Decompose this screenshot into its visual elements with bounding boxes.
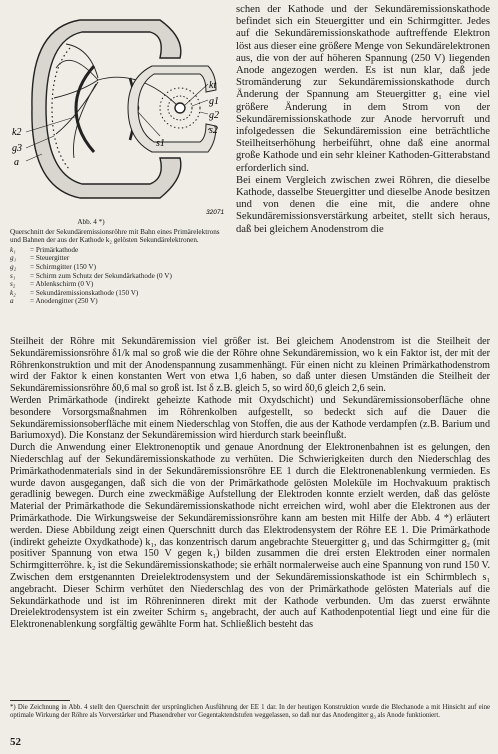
legend-symbol: s₂: [10, 280, 16, 289]
figure-code: 32071: [206, 209, 225, 216]
figure-cross-section: [10, 8, 232, 218]
screen-s2-shape: [128, 66, 216, 152]
tube-cross-section-diagram: [10, 8, 232, 218]
page-number: 52: [10, 736, 21, 748]
label-kt: kt: [209, 80, 217, 91]
legend-text: = Schirm zum Schutz der Sekundärkathode (0 V): [30, 271, 172, 280]
label-g2: g2: [209, 110, 219, 121]
legend-row: [10, 272, 232, 281]
label-s1: s1: [156, 138, 165, 149]
legend-text: = Anodengitter (250 V): [30, 297, 98, 306]
caption-title: Abb. 4 *): [77, 218, 105, 226]
legend-symbol: g₁: [10, 254, 17, 263]
legend-symbol: s₁: [10, 271, 16, 280]
legend-row: [10, 263, 232, 272]
primary-cathode-k1-shape: [175, 103, 185, 113]
caption-legend: [10, 246, 232, 306]
caption-text: Querschnitt der Sekundäremissionsröhre mit Bahn eines Primärelektrons und Bahnen der aus der Kathode k₂ gelösten Sekundärelektronen.: [10, 227, 220, 245]
paragraph: Durch die Anwendung einer Elektronenoptik und genaue Anordnung der Elektronenbahnen ist es gelungen, den Niederschlag auf der Sekundäremissionskathode zu verhüten. Die Schwierigkeiten durch den Niederschlag des Primärkathodenmaterials sind in der Sekundäremissionsröhre EE 1 durch die Elektronenablenkung vermieden. Es wurde davon ausgegangen, daß sich die von der Primärkathode gelösten Moleküle im Hochvakuum praktisch geradlinig bewegen. Durch eine zweckmäßige Aufstellung der Elektroden konnte erzielt werden, daß das gelöste Material der Primärkathode die Sekundäremissionskathode nicht erreichen wird, wohl aber die Elektronen aus der Primärkathode. Die Wirkungsweise der Sekundäremissionsröhre kann am besten mit Hilfe der Abb. 4 *) erläutert werden. Diese Abbildung zeigt einen Querschnitt durch das Elektrodensystem der Röhre EE 1. Die Primärkathode (indirekt geheizte Oxydkathode) k₁, das konzentrisch darum angebrachte Steuergitter g₁ und das Schirmgitter g₂ (mit positiver Spannung von etwa 150 V gegen k₁) bilden zusammen die drei ersten Elektroden einer normalen Schirmgitterröhre. k₂ ist die Sekundäremissionskathode; sie erhält normalerweise auch eine Spannung von rund 150 V. Zwischen dem erstgenannten Dreielektrodensystem und der Sekundäremissionskathode ist ein Schirmblech s₁ angebracht. Dieser Schirm verhütet den Niederschlag des von der Primärkathode gelösten Materials auf die Sekundärkathode und ist im Röhreninneren direkt mit der Kathode verbunden. Um das zuerst erwähnte Dreielektrodensystem ist ein zweiter Schirm s₂ angebracht, der auch auf Kathodenpotential liegt und eine für die Elektronenablenkung sorgfältig gewählte Form hat. Schließlich besteht das: [10, 442, 490, 631]
legend-text: = Primärkathode: [30, 245, 79, 254]
right-column-text: [236, 4, 490, 236]
legend-row: [10, 254, 232, 263]
secondary-cathode-k2-shape: [76, 66, 94, 152]
figure-caption: [10, 218, 232, 306]
legend-row: [10, 280, 232, 289]
label-g3: g3: [12, 143, 22, 154]
legend-row: [10, 297, 232, 306]
legend-symbol: k₁: [10, 245, 16, 254]
legend-text: = Steuergitter: [30, 254, 70, 263]
label-s2: s2: [209, 125, 218, 136]
anode-grid-g3-shape: [52, 48, 70, 170]
anode-a-shape: [32, 20, 181, 198]
paragraph: schen der Kathode und der Sekundäremissionskathode befindet sich ein Steuergitter und ein Schirmgitter. Jedes auf die Sekundäremissionskathode auftreffende Elektron löst aus dieser eine größere Menge von Sekundärelektronen aus, die von der auf höheren Spannung (250 V) liegenden Anode angezogen werden. Es ist nun klar, daß jede Stromänderung zur Sekundäremissionskathode durch Änderung der Spannung am Steuergitter g₁ eine viel größere Änderung in dem Strom von der Sekundäremissionskathode zur Anode hervorruft und infolgedessen die Sekundäremission eine beträchtliche Steilheitserhöhung herbeiführt, ohne daß eine anormal große Kathode und ein sehr kleiner Kathoden-Gitterabstand erforderlich sind.: [236, 4, 490, 174]
legend-text: = Ablenkschirm (0 V): [30, 280, 94, 289]
legend-symbol: g₂: [10, 262, 17, 271]
legend-row: [10, 289, 232, 298]
full-width-text: [10, 336, 490, 631]
label-k2: k2: [12, 127, 22, 138]
paragraph: Steilheit der Röhre mit Sekundäremission viel größer ist. Bei gleichem Anodenstrom ist die Steilheit der Sekundäremissionsröhre δ1/k mal so groß wie die der Röhre ohne Sekundäremission, wo k ein Faktor ist, der mit der Röhrenkonstruktion und mit der Anodenspannung zusammenhängt. Für einen nicht zu kleinen Primärkathodenstrom wird der Faktor k einen konstanten Wert von etwa 1,6 haben, so daß unter diesen Umständen die Steilheit der Sekundäremissionsröhre δ0,6 mal so groß ist. Ist δ z.B. gleich 5, so wird δ0,6 gleich 2,6 sein.: [10, 336, 490, 395]
footnote-rule: [10, 700, 70, 701]
paragraph: Bei einem Vergleich zwischen zwei Röhren, die dieselbe Kathode, dasselbe Steuergitter und dieselbe Anode besitzen und von denen die eine mit, die andere ohne Sekundäremissionsverstärkung arbeitet, stellt sich heraus, daß bei gleichem Anodenstrom die: [236, 174, 490, 235]
legend-symbol: k₂: [10, 288, 16, 297]
label-a: a: [14, 157, 19, 168]
paragraph: Werden Primärkathode (indirekt geheizte Kathode mit Oxydschicht) und Sekundäremissionsoberfläche ohne besondere Vorsorgsmaßnahmen im Röhrenkolben aufgestellt, so bedeckt sich auf die Dauer die Sekundäremissionsoberfläche mit einem Niederschlag von Stoffen, die aus der Kathode verdampfen (z.B. Barium und Bariumoxyd). Die Konstanz der Sekundäremission wird hierdurch stark beeinflußt.: [10, 394, 490, 442]
legend-row: [10, 246, 232, 255]
label-g1: g1: [209, 96, 219, 107]
legend-text: = Sekundäremissionskathode (150 V): [30, 288, 139, 297]
footnote: *) Die Zeichnung in Abb. 4 stellt den Querschnitt der ursprünglichen Ausführung der EE 1 dar. In der heutigen Konstruktion wurde die Blechanode a mit Hinsicht auf eine optimale Wirkung der Röhre als Vorverstärker und Phasendreher vor Gegentaktendstufen weggelassen, so daß nur das Anodengitter g₃ als Anode funktioniert.: [10, 704, 490, 720]
legend-symbol: a: [10, 297, 14, 306]
legend-text: = Schirmgitter (150 V): [30, 262, 97, 271]
